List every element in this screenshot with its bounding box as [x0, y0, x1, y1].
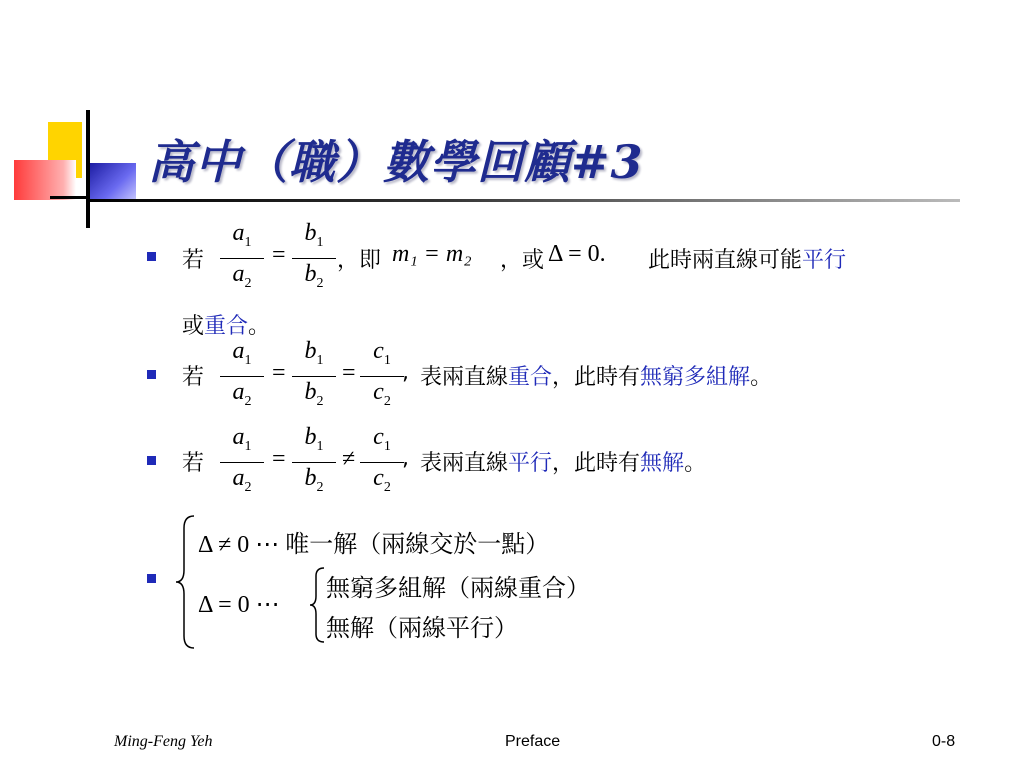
bullet-marker-3: [147, 456, 156, 465]
equals-sign: =: [342, 360, 356, 386]
bullet2-text: 表兩直線重合，此時有無窮多組解。: [420, 365, 773, 390]
fraction-b1-b2: $b_1$ $b_2$: [292, 336, 336, 417]
bullet2-if: 若: [182, 365, 205, 390]
bullet-marker-2: [147, 370, 156, 379]
slope-equation: m₁ = m₂: [392, 241, 472, 267]
bullet1-if: 若: [182, 248, 205, 273]
bullet1-line2: 或重合。: [182, 314, 271, 339]
case-infinite-solutions: 無窮多組解（兩線重合）: [326, 576, 590, 602]
fraction-b1-b2: $b_1$ $b_2$: [292, 218, 336, 299]
not-equals-sign: ≠: [342, 446, 356, 472]
fraction-a1-a2: $a_1$ $a_2$: [220, 336, 264, 417]
footer-author: Ming-Feng Yeh: [114, 733, 213, 750]
case-no-solution: 無解（兩線平行）: [326, 616, 518, 642]
footer-section: Preface: [505, 733, 561, 750]
outer-brace: [174, 514, 196, 650]
bullet1-text: 此時兩直線可能平行: [648, 248, 847, 273]
inner-brace: [308, 566, 326, 644]
slide-title: 高中（職）數學回顧#3: [148, 135, 644, 189]
title-underline: [88, 199, 960, 202]
decor-red-square: [14, 160, 76, 200]
bullet-marker-4: [147, 574, 156, 583]
equals-sign: =: [272, 446, 286, 472]
fraction-a1-a2: $a_1$ $a_2$: [220, 218, 264, 299]
case-unique-solution: Δ ≠ 0 ⋯ 唯一解（兩線交於一點）: [198, 532, 550, 558]
bullet3-comma: ,: [402, 446, 409, 471]
delta-equation: Δ = 0.: [548, 241, 606, 267]
fraction-a1-a2: $a_1$ $a_2$: [220, 422, 264, 503]
bullet-marker-1: [147, 252, 156, 261]
fraction-b1-b2: $b_1$ $b_2$: [292, 422, 336, 503]
case-delta-zero: Δ = 0 ⋯: [198, 592, 280, 618]
decor-short-line: [50, 196, 90, 199]
bullet3-if: 若: [182, 451, 205, 476]
equals-sign: =: [272, 360, 286, 386]
footer-page-number: 0-8: [932, 733, 956, 750]
fraction-c1-c2: $c_1$ $c_2$: [360, 336, 404, 417]
bullet2-comma: ,: [402, 360, 409, 385]
bullet1-huo: ，或: [500, 248, 545, 273]
equals-sign: =: [272, 242, 286, 268]
fraction-c1-c2: $c_1$ $c_2$: [360, 422, 404, 503]
bullet1-ji: ，即: [337, 248, 382, 273]
bullet3-text: 表兩直線平行，此時有無解。: [420, 451, 707, 476]
decor-blue-square: [88, 163, 136, 201]
decor-vertical-line: [86, 110, 90, 228]
